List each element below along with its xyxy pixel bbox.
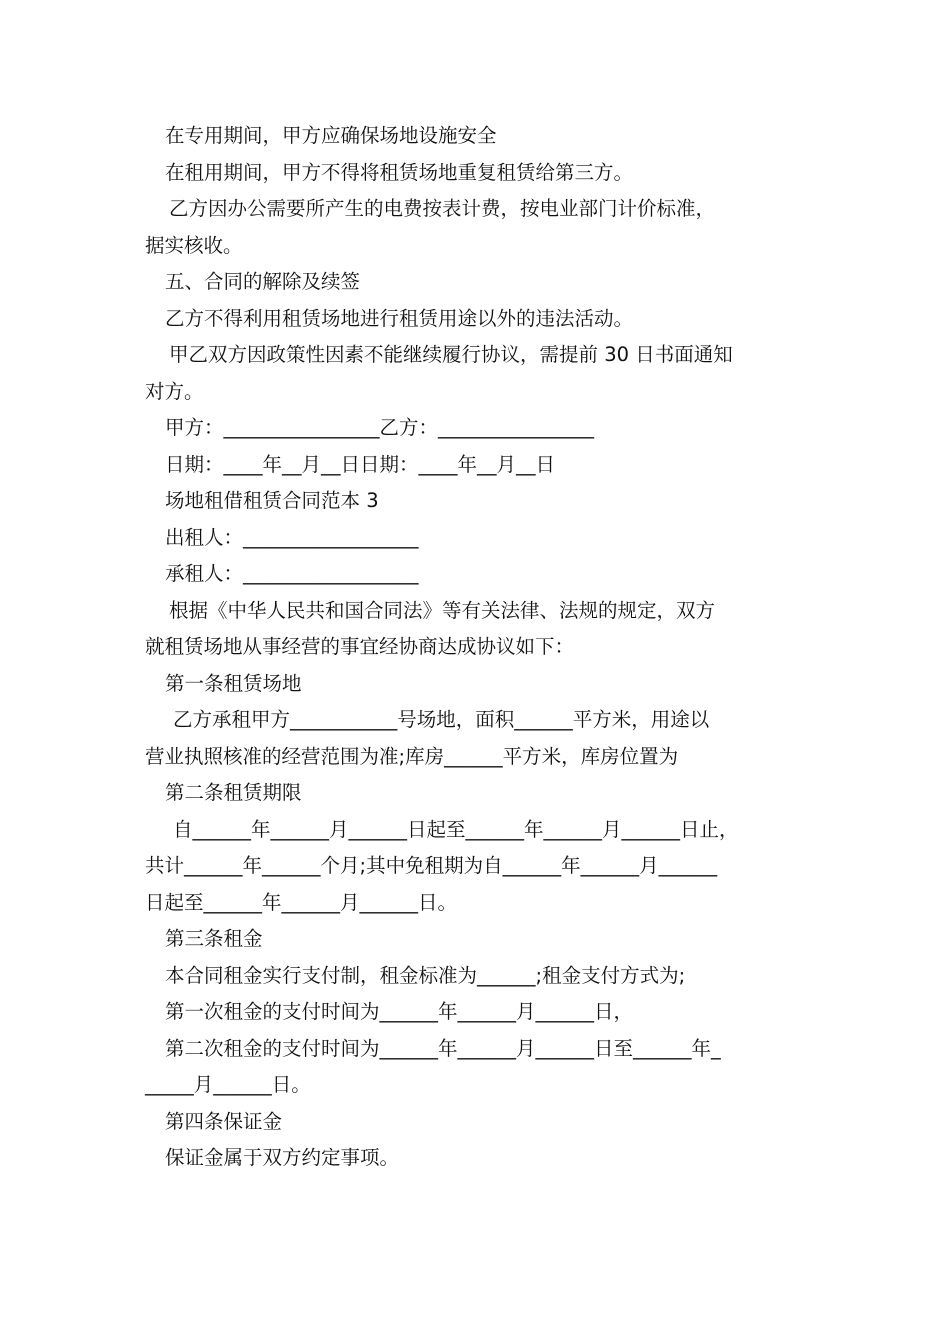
text-line: 日起至______年______月______日。 [145,890,458,914]
lessee-line: 承租人：__________________ [165,562,419,585]
signature-line: 甲方：________________乙方：________________ [165,416,595,439]
text-line: 第一次租金的支付时间为______年______月______日， [165,1000,634,1023]
article-heading: 第四条保证金 [165,1109,283,1133]
date-line: 日期：____年__月__日日期：____年__月__日 [165,452,556,476]
text-line: 在专用期间，甲方应确保场地设施安全 [165,124,497,147]
text-line: 乙方不得利用租赁场地进行租赁用途以外的违法活动。 [165,306,634,330]
section-heading: 五、合同的解除及续签 [165,270,361,293]
text-line: 共计______年______个月;其中免租期为自______年______月______ [145,854,718,877]
article-heading: 第二条租赁期限 [165,781,302,804]
text-line: 在租用期间，甲方不得将租赁场地重复租赁给第三方。 [165,160,634,184]
article-heading: 第一条租赁场地 [165,671,302,695]
lessor-line: 出租人：__________________ [165,525,419,549]
document-page [145,118,815,1177]
text-line: 就租赁场地从事经营的事宜经协商达成协议如下： [145,635,575,658]
text-line: 乙方因办公需要所产生的电费按表计费，按电业部门计价标准， [169,197,716,220]
contract-title: 场地租借租赁合同范本 3 [165,489,379,512]
article-heading: 第三条租金 [165,927,263,950]
text-line: 自______年______月______日起至______年______月______日止， [173,817,739,841]
text-line: 据实核收。 [145,233,243,257]
text-line: 乙方承租甲方___________号场地，面积______平方米，用途以 [173,708,710,731]
text-line: 本合同租金实行支付制，租金标准为______;租金支付方式为; [165,963,686,987]
text-line: 保证金属于双方约定事项。 [165,1146,400,1169]
text-line: 根据《中华人民共和国合同法》等有关法律、法规的规定，双方 [169,598,716,622]
text-line: 对方。 [145,379,204,403]
text-line: 第二次租金的支付时间为______年______月______日至______年_ [165,1036,721,1060]
text-line: _____月______日。 [145,1073,311,1096]
text-line: 甲乙双方因政策性因素不能继续履行协议，需提前 30 日书面通知 [169,343,733,366]
text-line: 营业执照核准的经营范围为准;库房______平方米，库房位置为 [145,744,679,768]
